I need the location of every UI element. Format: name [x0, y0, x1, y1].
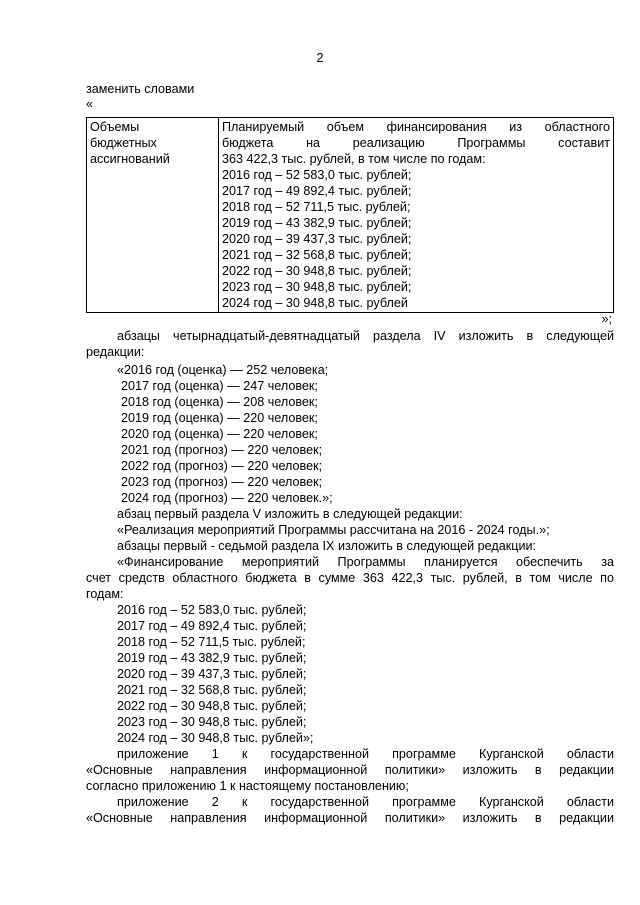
budget-year-line: 2021 год – 32 568,8 тыс. рублей; — [222, 248, 412, 262]
paragraph-line: абзацы четырнадцатый-девятнадцатый раздела IV изложить в следующей — [117, 329, 614, 343]
budget-year-line: 2017 год – 49 892,4 тыс. рублей; — [222, 184, 412, 198]
year-line: 2020 год – 39 437,3 тыс. рублей; — [117, 667, 307, 681]
paragraph-line: согласно приложению 1 к настоящему постановлению; — [86, 779, 409, 793]
budget-value-line: 363 422,3 тыс. рублей, в том числе по годам: — [222, 152, 486, 166]
intro-text: заменить словами — [86, 82, 195, 96]
people-line: 2021 год (прогноз) — 220 человек; — [121, 443, 323, 457]
paragraph-line: редакции: — [86, 345, 145, 359]
paragraph-line: абзацы первый - седьмой раздела IX изложить в следующей редакции: — [117, 539, 537, 553]
year-line: 2024 год – 30 948,8 тыс. рублей»; — [117, 731, 314, 745]
people-line: 2018 год (оценка) — 208 человек; — [121, 395, 318, 409]
page-number: 2 — [316, 50, 324, 65]
paragraph-line: «Основные направления информационной политики» изложить в редакции — [86, 763, 614, 777]
paragraph-line: «Финансирование мероприятий Программы планируется обеспечить за — [117, 555, 614, 569]
paragraph-line: счет средств областного бюджета в сумме 363 422,3 тыс. рублей, в том числе по — [86, 571, 614, 585]
budget-table — [86, 117, 614, 313]
budget-label-line: ассигнований — [90, 152, 170, 166]
year-line: 2023 год – 30 948,8 тыс. рублей; — [117, 715, 307, 729]
close-quote: »; — [601, 312, 612, 326]
paragraph-line: «Основные направления информационной политики» изложить в редакции — [86, 811, 614, 825]
people-line: 2020 год (оценка) — 220 человек; — [121, 427, 318, 441]
budget-year-line: 2022 год – 30 948,8 тыс. рублей; — [222, 264, 412, 278]
budget-year-line: 2018 год – 52 711,5 тыс. рублей; — [222, 200, 411, 214]
year-line: 2018 год – 52 711,5 тыс. рублей; — [117, 635, 306, 649]
people-line: 2019 год (оценка) — 220 человек; — [121, 411, 318, 425]
people-line: 2017 год (оценка) — 247 человек; — [121, 379, 318, 393]
year-line: 2022 год – 30 948,8 тыс. рублей; — [117, 699, 307, 713]
paragraph-line: годам: — [86, 587, 124, 601]
people-line: 2024 год (прогноз) — 220 человек.»; — [121, 491, 333, 505]
people-line: 2022 год (прогноз) — 220 человек; — [121, 459, 323, 473]
paragraph-line: абзац первый раздела V изложить в следующей редакции: — [117, 507, 463, 521]
budget-label-line: Объемы — [90, 120, 140, 134]
year-line: 2016 год – 52 583,0 тыс. рублей; — [117, 603, 307, 617]
year-line: 2019 год – 43 382,9 тыс. рублей; — [117, 651, 307, 665]
people-line: «2016 год (оценка) — 252 человека; — [117, 363, 329, 377]
budget-label-line: бюджетных — [90, 136, 157, 150]
budget-value-cell — [219, 118, 614, 313]
paragraph-line: приложение 2 к государственной программе Курганской области — [117, 795, 614, 809]
year-line: 2021 год – 32 568,8 тыс. рублей; — [117, 683, 307, 697]
year-line: 2017 год – 49 892,4 тыс. рублей; — [117, 619, 307, 633]
budget-year-line: 2020 год – 39 437,3 тыс. рублей; — [222, 232, 412, 246]
budget-value-line: бюджета на реализацию Программы составит — [222, 136, 610, 150]
people-line: 2023 год (прогноз) — 220 человек; — [121, 475, 323, 489]
paragraph-line: приложение 1 к государственной программе Курганской области — [117, 747, 614, 761]
open-quote: « — [86, 97, 94, 111]
budget-label-cell — [87, 118, 219, 313]
budget-year-line: 2024 год – 30 948,8 тыс. рублей — [222, 296, 408, 310]
budget-value-line: Планируемый объем финансирования из областного — [222, 120, 610, 134]
budget-year-line: 2019 год – 43 382,9 тыс. рублей; — [222, 216, 412, 230]
budget-year-line: 2023 год – 30 948,8 тыс. рублей; — [222, 280, 412, 294]
budget-year-line: 2016 год – 52 583,0 тыс. рублей; — [222, 168, 412, 182]
paragraph-line: «Реализация мероприятий Программы рассчитана на 2016 - 2024 годы.»; — [117, 523, 550, 537]
